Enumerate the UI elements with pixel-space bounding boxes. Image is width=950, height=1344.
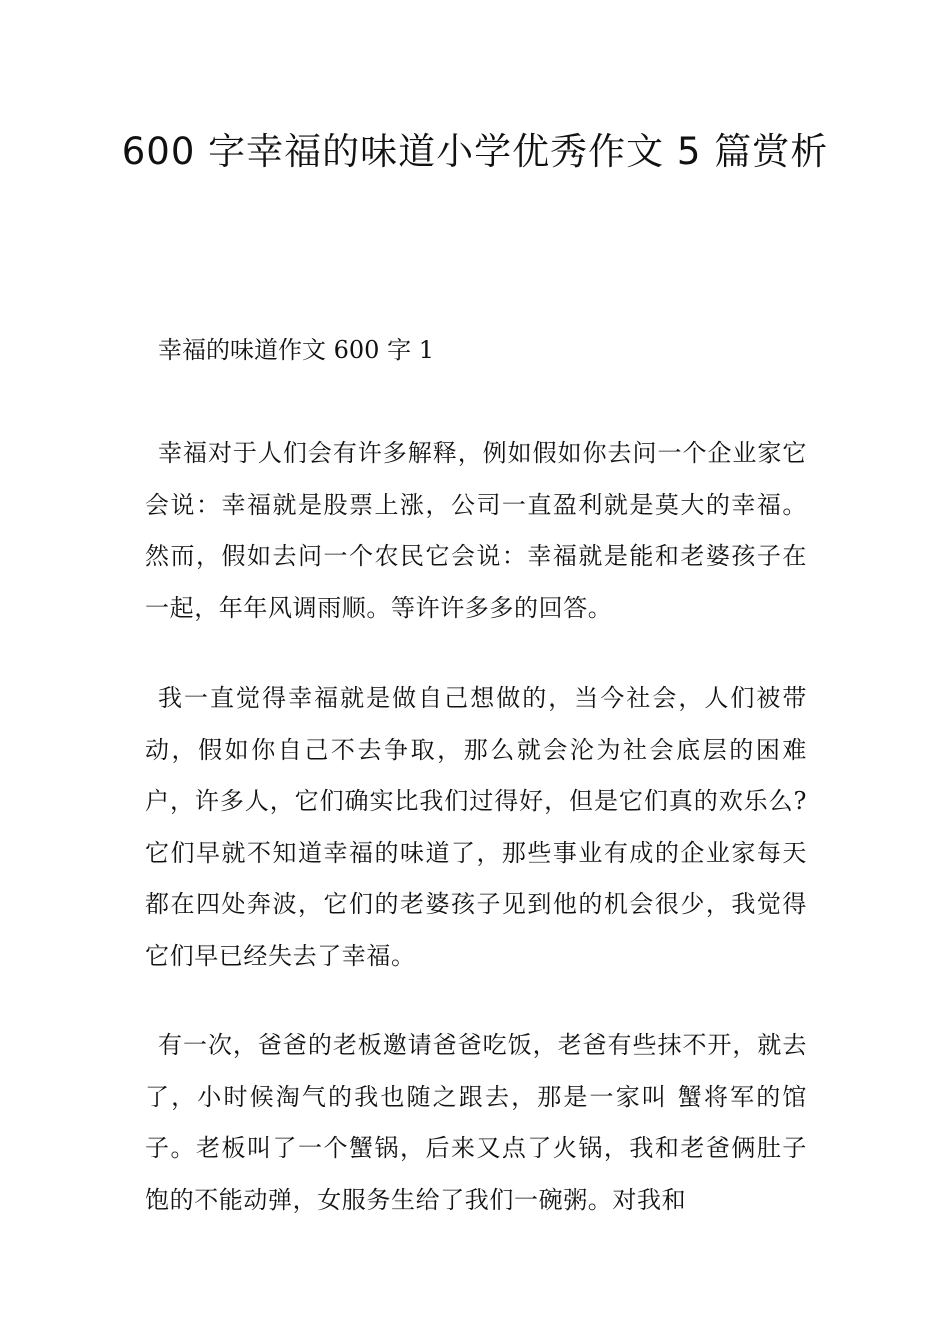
section-heading: 幸福的味道作文 600 字 1 <box>158 336 434 364</box>
paragraph-2: 我一直觉得幸福就是做自己想做的，当今社会，人们被带动，假如你自己不去争取，那么就会沦为社会底层的困难户，许多人，它们确实比我们过得好，但是它们真的欢乐么?它们早就不知道幸福的味道了，那些事业有成的企业家每天都在四处奔波，它们的老婆孩子见到他的机会很少，我觉得它们早已经失去了幸福。 <box>145 684 807 970</box>
paragraph-3: 有一次，爸爸的老板邀请爸爸吃饭，老爸有些抹不开，就去了，小时候淘气的我也随之跟去，那是一家叫 蟹将军的馆子。老板叫了一个蟹锅，后来又点了火锅，我和老爸俩肚子饱的不能动弹，女服务生给了我们一碗粥。对我和 <box>145 1031 807 1214</box>
document-title: 600 字幸福的味道小学优秀作文 5 篇赏析 <box>121 130 829 173</box>
paragraph-1: 幸福对于人们会有许多解释，例如假如你去问一个企业家它会说：幸福就是股票上涨，公司一直盈利就是莫大的幸福。然而，假如去问一个农民它会说：幸福就是能和老婆孩子在一起，年年风调雨顺。等许许多多的回答。 <box>145 439 807 622</box>
